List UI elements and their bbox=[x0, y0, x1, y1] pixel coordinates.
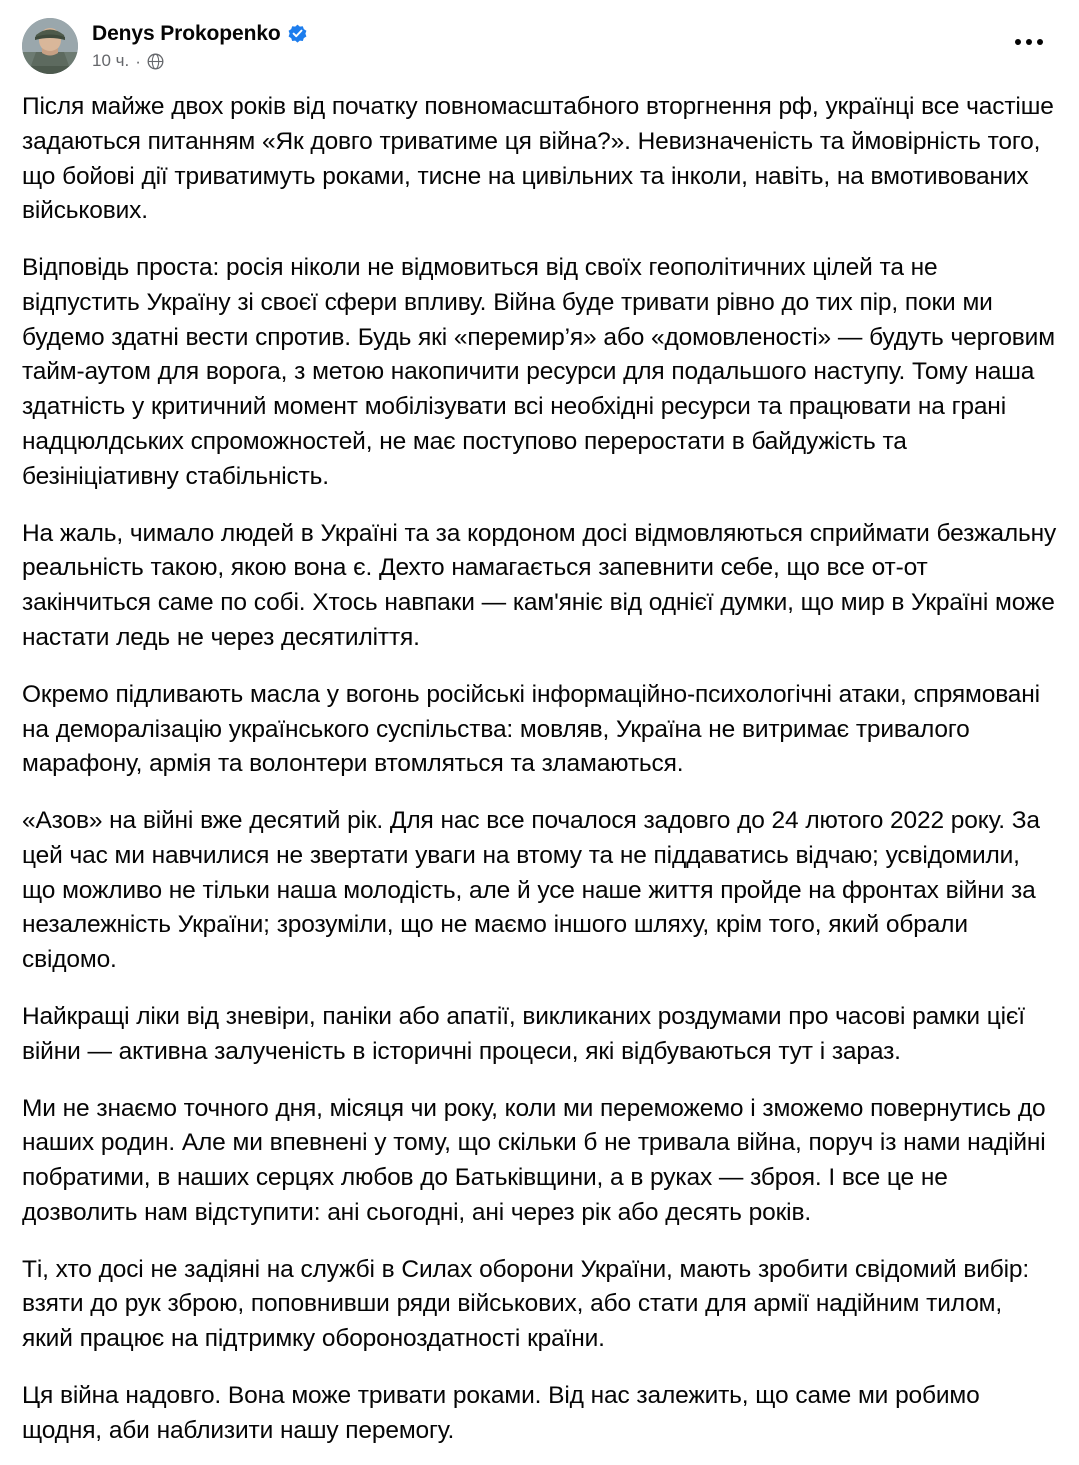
author-name-row bbox=[92, 21, 1057, 46]
post-options-menu-icon[interactable] bbox=[1009, 30, 1049, 54]
post-meta-row bbox=[92, 51, 1057, 71]
post-paragraph: «Азов» на війні вже десятий рік. Для нас все почалося задовго до 24 лютого 2022 року. За цей час ми навчилися не звертати уваги на втому та не піддаватись відчаю; усвідомили, що можливо не тільки наша молодість, але й усе наше життя пройде на фронтах війни за незалежність України; зрозуміли, що не маємо іншого шляху, крім того, який обрали свідомо. bbox=[22, 807, 1040, 974]
post-paragraph: Ця війна надовго. Вона може тривати роками. Від нас залежить, що саме ми робимо щодня, аби наблизити нашу перемогу. bbox=[22, 1382, 980, 1444]
verified-badge-icon bbox=[288, 24, 307, 43]
globe-icon[interactable] bbox=[147, 53, 164, 70]
menu-dot bbox=[1015, 39, 1021, 45]
post-paragraph: Окремо підливають масла у вогонь російські інформаційно-психологічні атаки, спрямовані на деморалізацію українського суспільства: мовляв, Україна не витримає тривалого марафону, армія та волонтери втомляться та зламаються. bbox=[22, 680, 1040, 778]
post-text-body bbox=[22, 80, 1057, 1449]
avatar[interactable] bbox=[22, 18, 78, 74]
post-paragraph: Ті, хто досі не задіяні на службі в Силах оборони України, мають зробити свідомий вибір: взяти до рук зброю, поповнивши ряди військових, або стати для армії надійним тилом, який працює на підтримку обороноздатності країни. bbox=[22, 1255, 1030, 1353]
post-paragraph: Найкращі ліки від зневіри, паніки або апатії, викликаних роздумами про часові рамки цієї війни — активна залученість в історичні процеси, які відбуваються тут і зараз. bbox=[22, 1002, 1025, 1065]
meta-separator: · bbox=[135, 51, 141, 71]
author-name[interactable]: Denys Prokopenko bbox=[92, 22, 281, 45]
post-paragraph: Відповідь проста: росія ніколи не відмовиться від своїх геополітичних цілей та не відпустить Україну зі своєї сфери впливу. Війна буде тривати рівно до тих пір, поки ми будемо здатні вести спротив. Будь які «перемир’я» або «домовленості» — будуть черговим тайм-аутом для ворога, з метою накопичити ресурси для подальшого наступу. Тому наша здатність у критичний момент мобілізувати всі необхідні ресурси та працювати на грані надцюлдських спроможностей, не має поступово переростати в байдужість та безініціативну стабільність. bbox=[22, 254, 1055, 490]
post-paragraph: На жаль, чимало людей в Україні та за кордоном досі відмовляються сприймати безжальну реальність такою, якою вона є. Дехто намагається запевнити себе, що все от-от закінчиться саме по собі. Хтось навпаки — кам'яніє від однієї думки, що мир в Україні може настати ледь не через десятиліття. bbox=[22, 519, 1057, 651]
post-paragraph: Ми не знаємо точного дня, місяця чи року, коли ми переможемо і зможемо повернутись до наших родин. Але ми впевнені у тому, що скільки б не тривала війна, поруч із нами надійні побратими, в наших серцях любов до Батьківщини, а в руках — зброя. І все це не дозволить нам відступити: ані сьогодні, ані через рік або десять років. bbox=[22, 1094, 1046, 1226]
menu-dot bbox=[1037, 39, 1043, 45]
menu-dot bbox=[1026, 39, 1032, 45]
post-header bbox=[22, 14, 1057, 80]
post-author-block bbox=[92, 18, 1057, 71]
post-timestamp[interactable]: 10 ч. bbox=[92, 51, 130, 71]
post-paragraph: Після майже двох років від початку повномасштабного вторгнення рф, українці все частіше задаються питанням «Як довго триватиме ця війна?». Невизначеність та ймовірність того, що бойові дії триватимуть роками, тисне на цивільних та інколи, навіть, на вмотивованих військових. bbox=[22, 93, 1054, 225]
